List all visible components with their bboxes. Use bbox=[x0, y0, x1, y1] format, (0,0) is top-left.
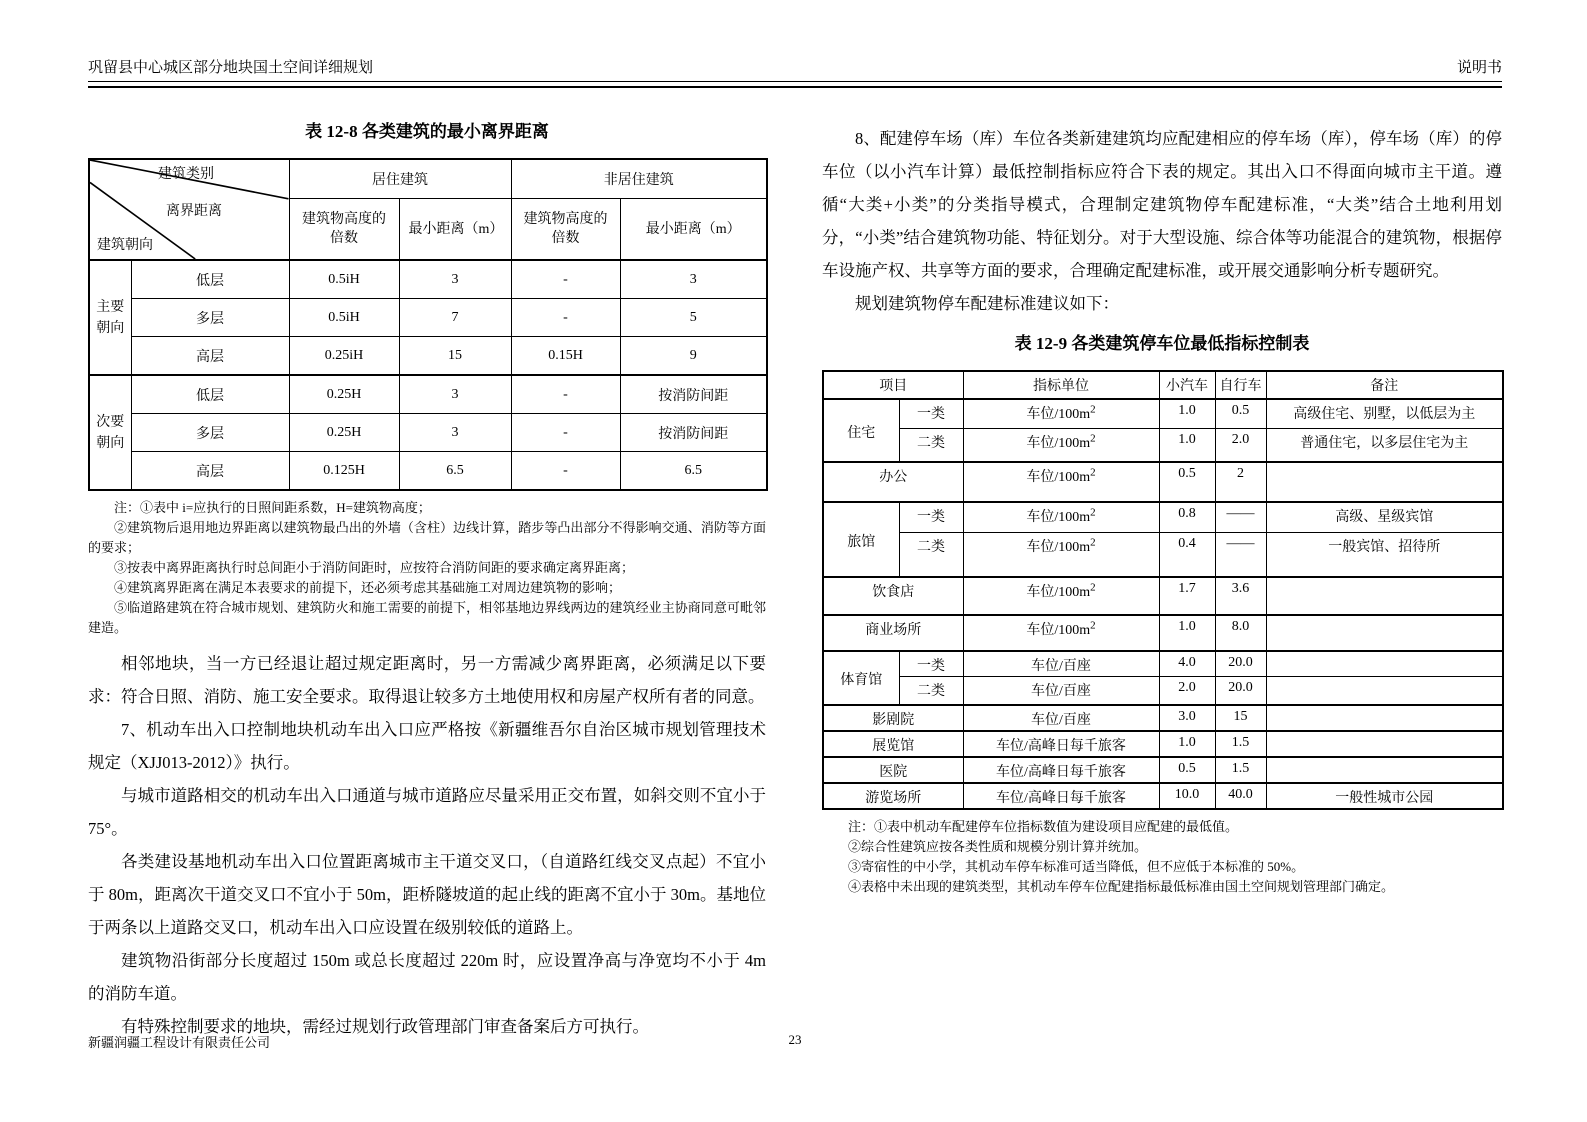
cell-value: 15 bbox=[399, 337, 511, 376]
cell-bicycle: 15 bbox=[1215, 705, 1266, 731]
cell-subtype: 一类 bbox=[899, 399, 963, 428]
cell-type: 多层 bbox=[131, 299, 289, 337]
cell-value: - bbox=[511, 414, 620, 452]
corner-label-category: 建筑类别 bbox=[158, 167, 214, 182]
cell-value: 5 bbox=[620, 299, 767, 337]
cell-value: 0.15H bbox=[511, 337, 620, 376]
col-header-bicycle: 自行车 bbox=[1215, 371, 1266, 399]
page-number: 23 bbox=[788, 1032, 802, 1047]
table-row bbox=[89, 260, 767, 299]
cell-type: 多层 bbox=[131, 414, 289, 452]
table-row bbox=[89, 159, 767, 199]
content-columns bbox=[88, 112, 1502, 1043]
cell-bicycle: 1.5 bbox=[1215, 731, 1266, 757]
table-row bbox=[823, 677, 1503, 705]
right-column bbox=[822, 112, 1502, 1043]
table-row bbox=[823, 428, 1503, 462]
cell-value: 0.125H bbox=[289, 452, 399, 491]
footer-company: 新疆润疆工程设计有限责任公司 bbox=[88, 1035, 271, 1050]
cell-value: 0.25iH bbox=[289, 337, 399, 376]
cell-car: 0.5 bbox=[1159, 462, 1215, 502]
cell-project: 展览馆 bbox=[823, 731, 963, 757]
cell-bicycle: 2.0 bbox=[1215, 428, 1266, 462]
table-row bbox=[89, 299, 767, 337]
cell-remark: 普通住宅，以多层住宅为主 bbox=[1266, 428, 1503, 462]
note-line: ②综合性建筑应按各类性质和规模分别计算并统加。 bbox=[848, 838, 1148, 854]
header-rule bbox=[88, 81, 1502, 88]
cell-value: - bbox=[511, 375, 620, 414]
table-12-8-notes bbox=[88, 498, 766, 638]
cell-project: 游览场所 bbox=[823, 783, 963, 809]
cell-subtype: 一类 bbox=[899, 502, 963, 532]
cell-bicycle: 1.5 bbox=[1215, 757, 1266, 783]
cell-unit: 车位/高峰日每千旅客 bbox=[963, 731, 1159, 757]
cell-remark bbox=[1266, 615, 1503, 651]
cell-value: 7 bbox=[399, 299, 511, 337]
cell-unit: 车位$/100m^2$ bbox=[963, 399, 1159, 428]
col-header-remark: 备注 bbox=[1266, 371, 1503, 399]
cell-remark: 高级住宅、别墅，以低层为主 bbox=[1266, 399, 1503, 428]
header-title-right: 说明书 bbox=[1456, 60, 1502, 76]
cell-value: 3 bbox=[399, 260, 511, 299]
page-header bbox=[88, 56, 1502, 88]
table-row bbox=[823, 577, 1503, 615]
sub-header: 最小距离（m） bbox=[620, 199, 767, 261]
cell-value: - bbox=[511, 299, 620, 337]
cell-car: 0.5 bbox=[1159, 757, 1215, 783]
note-line: ③寄宿性的中小学，其机动车停车标准可适当降低，但不应低于本标准的 50%。 bbox=[848, 858, 1305, 874]
cell-unit: 车位/百座 bbox=[963, 677, 1159, 705]
cell-car: 2.0 bbox=[1159, 677, 1215, 705]
paragraph: 有特殊控制要求的地块，需经过规划行政管理部门审查备案后方可执行。 bbox=[121, 1017, 649, 1036]
cell-unit: 车位$/100m^2$ bbox=[963, 532, 1159, 577]
cell-project: 住宅 bbox=[823, 399, 899, 462]
cell-remark bbox=[1266, 757, 1503, 783]
cell-value: 按消防间距 bbox=[620, 414, 767, 452]
cell-remark bbox=[1266, 705, 1503, 731]
cell-car: 0.8 bbox=[1159, 502, 1215, 532]
table-12-9-title: 表 12-9 各类建筑停车位最低指标控制表 bbox=[1014, 334, 1310, 353]
cell-project: 影剧院 bbox=[823, 705, 963, 731]
cell-unit: 车位$/100m^2$ bbox=[963, 577, 1159, 615]
cell-car: 1.0 bbox=[1159, 615, 1215, 651]
cell-project: 办公 bbox=[823, 462, 963, 502]
cell-remark bbox=[1266, 462, 1503, 502]
cell-type: 高层 bbox=[131, 452, 289, 491]
cell-subtype: 一类 bbox=[899, 651, 963, 677]
note-line: ⑤临道路建筑在符合城市规划、建筑防火和施工需要的前提下，相邻基地边界线两边的建筑经业主协商同意可毗邻建造。 bbox=[88, 600, 766, 635]
sub-header: 最小距离（m） bbox=[399, 199, 511, 261]
cell-bicycle: —— bbox=[1215, 532, 1266, 577]
table-row bbox=[89, 375, 767, 414]
cell-value: 0.25H bbox=[289, 414, 399, 452]
setback-distance-table bbox=[88, 158, 768, 491]
cell-unit: 车位$/100m^2$ bbox=[963, 615, 1159, 651]
cell-unit: 车位/高峰日每千旅客 bbox=[963, 757, 1159, 783]
group-header-nonresidential: 非居住建筑 bbox=[511, 159, 767, 199]
sub-header: 建筑物高度的倍数 bbox=[511, 199, 620, 261]
cell-car: 4.0 bbox=[1159, 651, 1215, 677]
cell-subtype: 二类 bbox=[899, 677, 963, 705]
diagonal-header-cell bbox=[89, 159, 289, 260]
cell-value: 6.5 bbox=[620, 452, 767, 491]
cell-value: - bbox=[511, 452, 620, 491]
cell-unit: 车位$/100m^2$ bbox=[963, 462, 1159, 502]
cell-remark: 一般宾馆、招待所 bbox=[1266, 532, 1503, 577]
cell-bicycle: 8.0 bbox=[1215, 615, 1266, 651]
corner-label-distance: 离界距离 bbox=[166, 204, 222, 219]
cell-bicycle: 20.0 bbox=[1215, 677, 1266, 705]
cell-bicycle: —— bbox=[1215, 502, 1266, 532]
section-label-main: 主要朝向 bbox=[89, 260, 131, 375]
table-row bbox=[823, 757, 1503, 783]
note-line: 注：①表中 i=应执行的日照间距系数，H=建筑物高度； bbox=[114, 500, 431, 515]
paragraph: 相邻地块，当一方已经退让超过规定距离时，另一方需减少离界距离，必须满足以下要求：符合日照、消防、施工安全要求。取得退让较多方土地使用权和房屋产权所有者的同意。 bbox=[88, 654, 766, 706]
cell-car: 1.0 bbox=[1159, 731, 1215, 757]
table-row bbox=[823, 532, 1503, 577]
table-row bbox=[89, 452, 767, 491]
table-row bbox=[823, 731, 1503, 757]
table-row bbox=[823, 371, 1503, 399]
cell-project: 饮食店 bbox=[823, 577, 963, 615]
cell-project: 商业场所 bbox=[823, 615, 963, 651]
table-12-8-title: 表 12-8 各类建筑的最小离界距离 bbox=[305, 122, 549, 141]
cell-car: 10.0 bbox=[1159, 783, 1215, 809]
note-line: ④表格中未出现的建筑类型，其机动车停车位配建指标最低标准由国土空间规划管理部门确定。 bbox=[848, 878, 1395, 894]
cell-value: 3 bbox=[620, 260, 767, 299]
col-header-unit: 指标单位 bbox=[963, 371, 1159, 399]
paragraph: 规划建筑物停车配建标准建议如下： bbox=[855, 294, 1119, 313]
cell-bicycle: 3.6 bbox=[1215, 577, 1266, 615]
table-row bbox=[89, 337, 767, 376]
table-row bbox=[823, 399, 1503, 428]
cell-car: 3.0 bbox=[1159, 705, 1215, 731]
cell-remark: 高级、星级宾馆 bbox=[1266, 502, 1503, 532]
paragraph: 8、配建停车场（库）车位各类新建建筑均应配建相应的停车场（库），停车场（库）的停车位（以小汽车计算）最低控制指标应符合下表的规定。其出入口不得面向城市主干道。遵循“大类+小类”的分类指导模式，合理制定建筑物停车配建标准，“大类”结合土地利用划分，“小类”结合建筑物功能、特征划分。对于大型设施、综合体等功能混合的建筑物，根据停车设施产权、共享等方面的要求，合理确定配建标准，或开展交通影响分析专题研究。 bbox=[822, 129, 1502, 280]
cell-unit: 车位/百座 bbox=[963, 651, 1159, 677]
paragraph: 各类建设基地机动车出入口位置距离城市主干道交叉口，（自道路红线交叉点起）不宜小于 80m，距离次干道交叉口不宜小于 50m，距桥隧坡道的起止线的距离不宜小于 30m。基地位于两条以上道路交叉口，机动车出入口应设置在级别较低的道路上。 bbox=[88, 852, 766, 937]
cell-value: 3 bbox=[399, 414, 511, 452]
parking-standard-table bbox=[822, 370, 1504, 810]
cell-remark bbox=[1266, 677, 1503, 705]
cell-project: 体育馆 bbox=[823, 651, 899, 705]
cell-project: 医院 bbox=[823, 757, 963, 783]
page-footer bbox=[88, 1032, 1502, 1048]
paragraph: 与城市道路相交的机动车出入口通道与城市道路应尽量采用正交布置，如斜交则不宜小于75°。 bbox=[88, 786, 766, 838]
table-row bbox=[823, 783, 1503, 809]
table-row bbox=[823, 615, 1503, 651]
cell-unit: 车位$/100m^2$ bbox=[963, 502, 1159, 532]
table-row bbox=[823, 651, 1503, 677]
cell-remark bbox=[1266, 651, 1503, 677]
cell-bicycle: 40.0 bbox=[1215, 783, 1266, 809]
cell-subtype: 二类 bbox=[899, 428, 963, 462]
cell-car: 0.4 bbox=[1159, 532, 1215, 577]
cell-value: 3 bbox=[399, 375, 511, 414]
cell-car: 1.0 bbox=[1159, 399, 1215, 428]
cell-unit: 车位$/100m^2$ bbox=[963, 428, 1159, 462]
paragraph: 建筑物沿街部分长度超过 150m 或总长度超过 220m 时，应设置净高与净宽均不小于 4m 的消防车道。 bbox=[88, 951, 766, 1003]
cell-value: - bbox=[511, 260, 620, 299]
cell-unit: 车位/百座 bbox=[963, 705, 1159, 731]
table-row bbox=[823, 705, 1503, 731]
table-row bbox=[823, 502, 1503, 532]
cell-value: 0.25H bbox=[289, 375, 399, 414]
col-header-car: 小汽车 bbox=[1159, 371, 1215, 399]
cell-bicycle: 20.0 bbox=[1215, 651, 1266, 677]
cell-subtype: 二类 bbox=[899, 532, 963, 577]
table-row bbox=[823, 462, 1503, 502]
note-line: ④建筑离界距离在满足本表要求的前提下，还必须考虑其基础施工对周边建筑物的影响； bbox=[114, 580, 622, 595]
cell-remark bbox=[1266, 577, 1503, 615]
corner-label-orientation: 建筑朝向 bbox=[97, 238, 153, 253]
cell-value: 按消防间距 bbox=[620, 375, 767, 414]
cell-unit: 车位/高峰日每千旅客 bbox=[963, 783, 1159, 809]
group-header-residential: 居住建筑 bbox=[289, 159, 511, 199]
table-12-9-notes bbox=[822, 817, 1502, 897]
left-column bbox=[88, 112, 766, 1043]
left-paragraphs bbox=[88, 647, 766, 1043]
paragraph: 7、机动车出入口控制地块机动车出入口应严格按《新疆维吾尔自治区城市规划管理技术规定（XJJ013-2012）》执行。 bbox=[88, 720, 766, 772]
cell-project: 旅馆 bbox=[823, 502, 899, 577]
section-label-secondary: 次要朝向 bbox=[89, 375, 131, 490]
cell-value: 6.5 bbox=[399, 452, 511, 491]
cell-bicycle: 2 bbox=[1215, 462, 1266, 502]
note-line: 注：①表中机动车配建停车位指标数值为建设项目应配建的最低值。 bbox=[848, 818, 1239, 834]
cell-remark bbox=[1266, 731, 1503, 757]
cell-bicycle: 0.5 bbox=[1215, 399, 1266, 428]
cell-remark: 一般性城市公园 bbox=[1266, 783, 1503, 809]
cell-car: 1.0 bbox=[1159, 428, 1215, 462]
cell-value: 9 bbox=[620, 337, 767, 376]
table-row bbox=[89, 414, 767, 452]
cell-value: 0.5iH bbox=[289, 299, 399, 337]
cell-type: 低层 bbox=[131, 260, 289, 299]
sub-header: 建筑物高度的倍数 bbox=[289, 199, 399, 261]
cell-value: 0.5iH bbox=[289, 260, 399, 299]
note-line: ③按表中离界距离执行时总间距小于消防间距时，应按符合消防间距的要求确定离界距离； bbox=[114, 560, 635, 575]
cell-type: 高层 bbox=[131, 337, 289, 376]
col-header-project: 项目 bbox=[823, 371, 963, 399]
header-title-left: 巩留县中心城区部分地块国土空间详细规划 bbox=[88, 60, 374, 76]
cell-type: 低层 bbox=[131, 375, 289, 414]
cell-car: 1.7 bbox=[1159, 577, 1215, 615]
note-line: ②建筑物后退用地边界距离以建筑物最凸出的外墙（含柱）边线计算，踏步等凸出部分不得影响交通、消防等方面的要求； bbox=[88, 520, 766, 555]
